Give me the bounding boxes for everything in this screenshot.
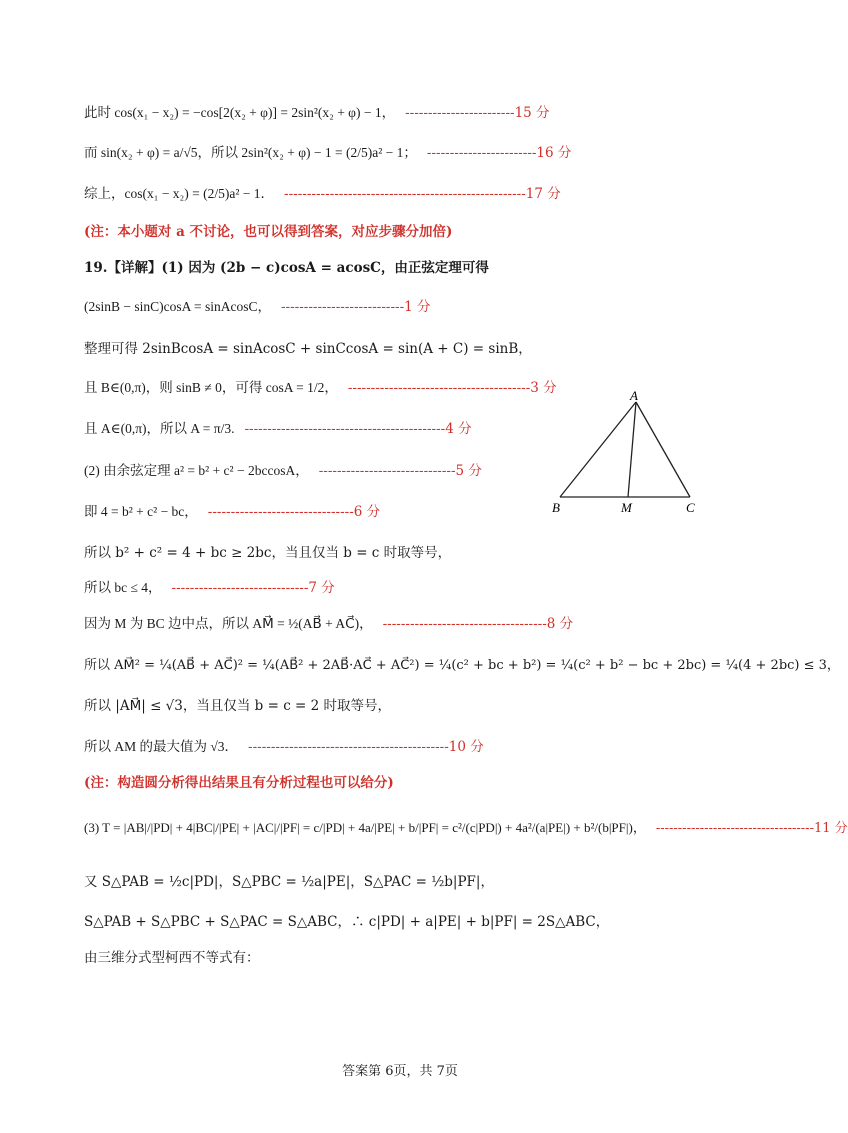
score-5: ------------------------------5 分 — [318, 463, 482, 479]
label-B: B — [552, 500, 560, 515]
line-1: 此时 cos(x₁ − x₂) = −cos[2(x₂ + φ)] = 2sin²(x₂ + φ) − 1， ------------------------15 分 — [84, 105, 550, 121]
line-20: 又 S△PAB = ½c|PD|，S△PBC = ½a|PE|，S△PAC = ½b|PF|， — [84, 874, 494, 890]
score-16: ------------------------16 分 — [426, 145, 572, 161]
line-2: 而 sin(x₂ + φ) = a/√5，所以 2sin²(x₂ + φ) − 1 = (2/5)a² − 1； ------------------------16 分 — [84, 145, 572, 161]
line-17: 所以 AM 的最大值为 √3． --------------------------------------------10 分 — [84, 739, 484, 755]
triangle-figure — [548, 390, 708, 520]
note-2: (注：构造圆分析得出结果且有分析过程也可以给分) — [84, 775, 394, 791]
note-1: (注：本小题对 a 不讨论，也可以得到答案，对应步骤分加倍) — [84, 224, 453, 240]
line-13: 所以 bc ≤ 4， ------------------------------7 分 — [84, 580, 335, 596]
score-6: --------------------------------6 分 — [207, 504, 381, 520]
page-footer: 答案第 6页，共 7页 — [342, 1064, 458, 1079]
line-14: 因为 M 为 BC 边中点，所以 AM⃗ = ½(AB⃗ + AC⃗)， ------------------------------------8 分 — [84, 616, 574, 632]
q19-heading: 19.【详解】(1) 因为 (2b − c)cosA = acosC，由正弦定理可得 — [84, 260, 489, 276]
line-16: 所以 |AM⃗| ≤ √3，当且仅当 b = c = 2 时取等号， — [84, 698, 392, 714]
score-11: ------------------------------------11 分 — [655, 821, 848, 836]
label-A: A — [630, 388, 638, 403]
score-8: ------------------------------------8 分 — [382, 616, 574, 632]
side-AC — [636, 402, 690, 497]
score-17: -----------------------------------------------------17 分 — [284, 186, 561, 202]
line-21: S△PAB + S△PBC + S△PAC = S△ABC，∴ c|PD| + a|PE| + b|PF| = 2S△ABC， — [84, 914, 610, 930]
line-19: (3) T = |AB|/|PD| + 4|BC|/|PE| + |AC|/|PF| = c/|PD| + 4a/|PE| + b/|PF| = c²/(c|PD|) + 4a²/(a|PE|) + b²/(b|PF|)， ------------------------------------11 分 — [84, 820, 848, 836]
score-4: --------------------------------------------4 分 — [244, 421, 472, 437]
line-7: 整理可得 2sinBcosA = sinAcosC + sinCcosA = sin(A + C) = sinB， — [84, 341, 532, 357]
line-8: 且 B∈(0,π)，则 sinB ≠ 0，可得 cosA = 1/2， ----------------------------------------3 分 — [84, 380, 557, 396]
score-10: --------------------------------------------10 分 — [248, 739, 484, 755]
score-3: ----------------------------------------3 分 — [347, 380, 557, 396]
label-C: C — [686, 500, 695, 515]
line-15: 所以 AM⃗² = ¼(AB⃗ + AC⃗)² = ¼(AB⃗² + 2AB⃗·AC⃗ + AC⃗²) = ¼(c² + bc + b²) = ¼(c² + b² − bc + 2bc) = ¼(4 + 2bc) ≤ 3， — [84, 658, 840, 673]
line-9: 且 A∈(0,π)，所以 A = π/3. --------------------------------------------4 分 — [84, 421, 472, 437]
line-3: 综上，cos(x₁ − x₂) = (2/5)a² − 1． -----------------------------------------------------17 分 — [84, 186, 561, 202]
line-12: 所以 b² + c² = 4 + bc ≥ 2bc，当且仅当 b = c 时取等号， — [84, 545, 452, 561]
score-15: ------------------------15 分 — [405, 105, 550, 121]
score-1: ---------------------------1 分 — [281, 299, 431, 315]
line-10: (2) 由余弦定理 a² = b² + c² − 2bccosA， ------------------------------5 分 — [84, 463, 482, 479]
line-11: 即 4 = b² + c² − bc， --------------------------------6 分 — [84, 504, 381, 520]
score-7: ------------------------------7 分 — [171, 580, 335, 596]
median-AM — [628, 402, 636, 497]
line-6: (2sinB − sinC)cosA = sinAcosC， ---------------------------1 分 — [84, 299, 431, 315]
label-M: M — [621, 500, 632, 515]
side-AB — [560, 402, 636, 497]
line-22: 由三维分式型柯西不等式有： — [84, 950, 260, 966]
